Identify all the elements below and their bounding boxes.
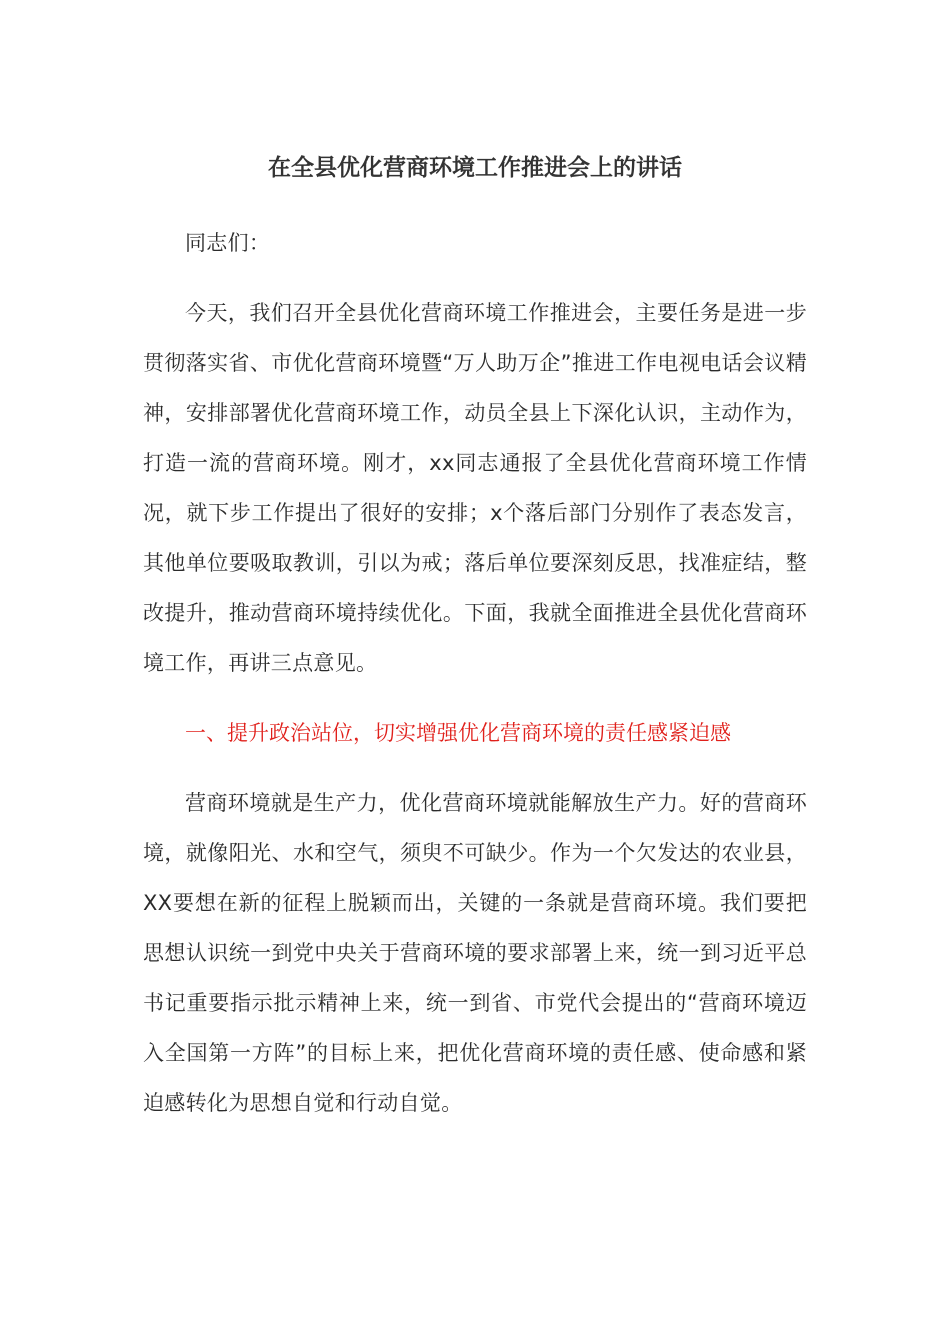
paragraph-section-1: 营商环境就是生产力，优化营商环境就能解放生产力。好的营商环境，就像阳光、水和空气，须臾不可缺少。作为一个欠发达的农业县，XX要想在新的征程上脱颖而出，关键的一条就是营商环境。我们要把思想认识统一到党中央关于营商环境的要求部署上来，统一到习近平总书记重要指示批示精神上来，统一到省、市党代会提出的“营商环境迈入全国第一方阵”的目标上来，把优化营商环境的责任感、使命感和紧迫感转化为思想自觉和行动自觉。 [143,791,807,1115]
paragraph-intro: 今天，我们召开全县优化营商环境工作推进会，主要任务是进一步贯彻落实省、市优化营商环境暨“万人助万企”推进工作电视电话会议精神，安排部署优化营商环境工作，动员全县上下深化认识，主动作为，打造一流的营商环境。刚才，xx同志通报了全县优化营商环境工作情况，就下步工作提出了很好的安排；x个落后部门分别作了表态发言，其他单位要吸取教训，引以为戒；落后单位要深刻反思，找准症结，整改提升，推动营商环境持续优化。下面，我就全面推进全县优化营商环境工作，再讲三点意见。 [143,301,807,675]
section-heading-1: 一、提升政治站位，切实增强优化营商环境的责任感紧迫感 [185,721,731,745]
greeting-line: 同志们： [185,231,271,255]
document-title: 在全县优化营商环境工作推进会上的讲话 [268,155,682,181]
